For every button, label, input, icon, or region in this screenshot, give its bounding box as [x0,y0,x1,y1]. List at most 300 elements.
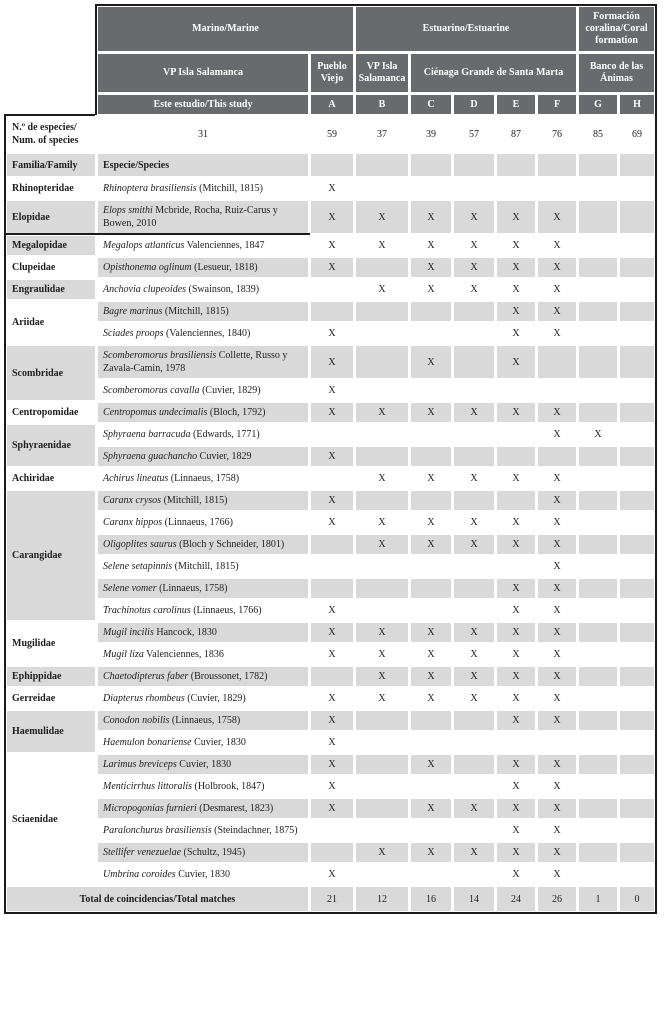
mark-cell-D: X [470,284,478,295]
header-spacer [7,54,95,92]
mark-cell-H [620,403,654,422]
mark-cell-F: X [553,605,561,616]
mark-cell-C [411,865,451,884]
mark-cell-D [454,447,494,466]
mark-cell-F: X [553,328,561,339]
species-row [7,324,654,343]
total-value-F: 26 [538,887,576,911]
species-count-D: 57 [469,128,479,140]
species-row [7,381,654,400]
species-column-header: Especie/Species [98,154,308,176]
header-group-row [7,7,654,51]
mark-cell-D [454,821,494,840]
mark-cell-E: X [512,473,520,484]
species-cell: Diapterus rhombeus (Cuvier, 1829) [103,693,246,704]
family-cell-rhinopteridae: Rhinopteridae [12,183,74,194]
mark-cell-D [454,179,494,198]
species-count-A: 59 [327,128,337,140]
mark-cell-E: X [512,649,520,660]
mark-cell-B [356,777,408,796]
mark-cell-C [411,324,451,343]
mark-cell-D: X [454,843,494,862]
mark-cell-G [579,513,617,532]
mark-cell-D [454,777,494,796]
species-row [7,733,654,752]
mark-cell-H [620,689,654,708]
header-spacer [7,95,95,114]
mark-cell-B: X [378,284,386,295]
mark-cell-A [311,280,353,299]
mark-cell-G [579,381,617,400]
mark-cell-H [620,535,654,554]
mark-cell-G [579,201,617,233]
species-count-label-cell [7,117,95,151]
mark-cell-D [454,579,494,598]
border-step-top [4,114,95,116]
mark-cell-A: X [311,799,353,818]
mark-cell-B [356,346,408,378]
mark-cell-H [620,865,654,884]
mark-cell-E: X [512,517,520,528]
mark-cell-H [620,799,654,818]
species-row [7,469,654,488]
mark-cell-E: X [512,693,520,704]
mark-cell-G [579,258,617,277]
mark-cell-F: X [538,579,576,598]
total-row [7,887,654,911]
species-cell: Mugil incilis Hancock, 1830 [98,623,308,642]
mark-cell-G [579,733,617,752]
species-row [7,201,654,233]
total-value-G: 1 [579,887,617,911]
species-cell: Oligoplites saurus (Bloch y Schneider, 1801) [98,535,308,554]
mark-cell-C: X [427,649,435,660]
column-letter-C: C [411,95,451,114]
mark-cell-G [579,403,617,422]
species-cell: Anchovia clupeoides (Swainson, 1839) [103,284,260,295]
mark-cell-A [311,469,353,488]
mark-cell-G [579,777,617,796]
species-row [7,425,654,444]
species-cell: Rhinoptera brasiliensis (Mitchill, 1815) [103,183,264,194]
mark-cell-H [620,258,654,277]
mark-cell-B [356,755,408,774]
species-cell: Micropogonias furnieri (Desmarest, 1823) [98,799,308,818]
species-row [7,689,654,708]
mark-cell-F [538,447,576,466]
megalopidae-row [7,236,654,255]
mark-cell-B: X [378,473,386,484]
mark-cell-E: X [512,605,520,616]
mark-cell-B: X [356,201,408,233]
mark-cell-H [620,579,654,598]
mark-cell-D: X [454,201,494,233]
mark-cell-C: X [411,403,451,422]
species-row [7,302,654,321]
mark-cell-B [356,733,408,752]
mark-cell-E [497,557,535,576]
mark-cell-A [311,843,353,862]
species-cell: Caranx crysos (Mitchill, 1815) [98,491,308,510]
study-column-header: Este estudio/This study [98,95,308,114]
mark-cell-F: X [553,517,561,528]
total-section [7,887,654,911]
mark-cell-B [356,302,408,321]
species-cell: Scomberomorus brasiliensis Collette, Russo y Zavala-Camin, 1978 [98,346,308,378]
mark-cell-D: X [454,799,494,818]
mark-cell-G [579,865,617,884]
total-value-H: 0 [620,887,654,911]
mark-cell-D: X [454,623,494,642]
mark-cell-H [620,557,654,576]
mark-cell-H [620,843,654,862]
mark-cell-C [411,557,451,576]
mark-cell-B [356,258,408,277]
border-top [95,4,657,6]
species-count-E: 87 [511,128,521,140]
mark-cell-C: X [411,843,451,862]
mark-cell-F: X [538,623,576,642]
species-row [7,179,654,198]
mark-cell-B [356,381,408,400]
mark-cell-A: X [328,328,336,339]
mark-cell-F: X [538,535,576,554]
mark-cell-A [311,821,353,840]
mark-cell-D [454,711,494,730]
mark-cell-E [497,733,535,752]
mark-cell-A [311,557,353,576]
mark-cell-E: X [497,843,535,862]
mark-cell-F: X [553,649,561,660]
species-count-this-study: 31 [198,128,208,140]
mark-cell-B: X [378,693,386,704]
mark-cell-H [620,623,654,642]
column-header-empty-E [497,154,535,176]
location-pueblo-viejo: Pueblo Viejo [311,54,353,92]
mark-cell-D [454,491,494,510]
mark-cell-D [454,302,494,321]
mark-cell-E: X [497,623,535,642]
family-cell-centropomidae: Centropomidae [12,407,79,418]
mark-cell-F: X [538,258,576,277]
mark-cell-E [497,425,535,444]
mark-cell-H [620,667,654,686]
mark-cell-A: X [311,491,353,510]
mark-cell-B: X [356,843,408,862]
total-value-D: 14 [454,887,494,911]
mark-cell-C: X [427,517,435,528]
mark-cell-E: X [497,667,535,686]
species-row [7,491,654,510]
mark-cell-C [411,425,451,444]
mark-cell-G [579,280,617,299]
species-row [7,447,654,466]
mark-cell-H [620,201,654,233]
mark-cell-E: X [497,535,535,554]
mark-cell-A: X [311,258,353,277]
mark-cell-E: X [497,403,535,422]
species-count-row [7,117,654,151]
mark-cell-G: X [594,429,602,440]
mark-cell-C [411,302,451,321]
mark-cell-A: X [328,649,336,660]
mark-cell-E [497,381,535,400]
species-cell: Paralonchurus brasiliensis (Steindachner, 1875) [103,825,298,836]
column-header-row [7,154,654,176]
family-cell-elopidae: Elopidae [7,201,95,233]
mark-cell-B: X [378,649,386,660]
family-cell-engraulidae: Engraulidae [7,280,95,299]
species-rows-section [7,179,654,884]
mark-cell-E: X [512,284,520,295]
mark-cell-G [579,469,617,488]
column-header-empty-A [311,154,353,176]
mark-cell-H [620,821,654,840]
column-header-empty-D [454,154,494,176]
mark-cell-E [497,179,535,198]
species-count-B: 37 [377,128,387,140]
mark-cell-F: X [553,693,561,704]
family-cell-mugilidae: Mugilidae [12,638,56,649]
mark-cell-E: X [497,258,535,277]
species-count-C: 39 [426,128,436,140]
column-letter-E: E [497,95,535,114]
mark-cell-F: X [538,711,576,730]
mark-cell-E: X [497,201,535,233]
species-row [7,843,654,862]
mark-cell-B [356,579,408,598]
mark-cell-F: X [553,284,561,295]
mark-cell-C: X [411,535,451,554]
mark-cell-F: X [538,799,576,818]
mark-cell-C: X [411,201,451,233]
species-cell: Bagre marinus (Mitchill, 1815) [98,302,308,321]
mark-cell-E: X [497,302,535,321]
column-letter-G: G [579,95,617,114]
species-cell: Selene setapinnis (Mitchill, 1815) [103,561,239,572]
species-row [7,865,654,884]
mark-cell-F: X [553,561,561,572]
mark-cell-C: X [427,284,435,295]
mark-cell-D: X [470,473,478,484]
mark-cell-C [411,579,451,598]
family-cell-haemulidae: Haemulidae [7,711,95,752]
mark-cell-G [579,623,617,642]
species-row [7,645,654,664]
mark-cell-F: X [538,403,576,422]
species-cell: Sphyraena barracuda (Edwards, 1771) [103,429,260,440]
species-cell: Menticirrhus littoralis (Holbrook, 1847) [103,781,265,792]
species-occurrence-table [4,4,657,914]
column-letter-B: B [356,95,408,114]
mark-cell-G [579,755,617,774]
mark-cell-C [411,381,451,400]
mark-cell-G [579,557,617,576]
mark-cell-H [620,755,654,774]
mark-cell-G [579,711,617,730]
mark-cell-G [579,667,617,686]
column-header-empty-B [356,154,408,176]
family-cell-ephippidae: Ephippidae [7,667,95,686]
species-cell: Conodon nobilis (Linnaeus, 1758) [98,711,308,730]
mark-cell-F: X [538,755,576,774]
mark-cell-E: X [497,346,535,378]
mark-cell-F [538,346,576,378]
mark-cell-G [579,645,617,664]
mark-cell-D: X [470,693,478,704]
mark-cell-E: X [497,799,535,818]
mark-cell-A: X [328,781,336,792]
mark-cell-F: X [553,240,561,251]
family-cell-sphyraenidae: Sphyraenidae [7,425,95,466]
mark-cell-A [311,425,353,444]
mark-cell-E: X [497,711,535,730]
header-letter-row [7,95,654,114]
mark-cell-B [356,324,408,343]
species-row [7,403,654,422]
location-vp-isla-salamanca-estuarine: VP Isla Salamanca [356,54,408,92]
column-letter-A: A [311,95,353,114]
mark-cell-H [620,236,654,255]
mark-cell-H [620,381,654,400]
mark-cell-B [356,601,408,620]
mark-cell-D: X [454,403,494,422]
column-letter-H: H [620,95,654,114]
species-row [7,513,654,532]
mark-cell-E: X [497,579,535,598]
mark-cell-F [538,179,576,198]
column-letter-F: F [538,95,576,114]
mark-cell-C: X [411,755,451,774]
mark-cell-G [579,236,617,255]
mark-cell-A: X [311,403,353,422]
mark-cell-G [579,821,617,840]
mark-cell-A: X [328,737,336,748]
mark-cell-F: X [553,429,561,440]
species-count-label-line2: Num. of species [12,135,79,146]
species-cell: Haemulon bonariense Cuvier, 1830 [103,737,246,748]
header-location-row [7,54,654,92]
species-row [7,557,654,576]
species-count-label-line1: N.º de especies/ [12,122,77,133]
mark-cell-A: X [328,517,336,528]
total-value-C: 16 [411,887,451,911]
mark-cell-G [579,535,617,554]
mark-cell-H [620,280,654,299]
species-cell: Trachinotus carolinus (Linnaeus, 1766) [103,605,262,616]
mark-cell-B: X [356,535,408,554]
mark-cell-C: X [411,346,451,378]
mark-cell-H [620,447,654,466]
family-cell-sciaenidae: Sciaenidae [12,814,58,825]
mark-cell-C [411,179,451,198]
header-group-coral: Formación coralina/Coral formation [579,7,654,51]
mark-cell-C: X [427,473,435,484]
total-value-B: 12 [356,887,408,911]
location-cienaga-grande: Ciénaga Grande de Santa Marta [411,54,576,92]
header-group-estuarine: Estuarino/Estuarine [356,7,576,51]
mark-cell-D [454,601,494,620]
mark-cell-C [411,777,451,796]
mark-cell-F: X [553,473,561,484]
mark-cell-F: X [538,667,576,686]
mark-cell-B [356,447,408,466]
species-cell: Mugil liza Valenciennes, 1836 [103,649,224,660]
total-row-label-cell: Total de coincidencias/Total matches [7,887,308,911]
species-count-G: 85 [593,128,603,140]
header-group-marine: Marino/Marine [98,7,353,51]
mark-cell-B [356,711,408,730]
mark-cell-G [579,843,617,862]
mark-cell-G [579,601,617,620]
species-cell: Stellifer venezuelae (Schultz, 1945) [98,843,308,862]
mark-cell-H [620,601,654,620]
mark-cell-A: X [311,201,353,233]
mark-cell-E [497,491,535,510]
species-row [7,535,654,554]
mark-cell-A [311,535,353,554]
total-value-E: 24 [497,887,535,911]
species-row [7,623,654,642]
species-row [7,799,654,818]
mark-cell-E: X [497,755,535,774]
mark-cell-H [620,302,654,321]
mark-cell-A [311,302,353,321]
species-row [7,258,654,277]
mark-cell-C [411,821,451,840]
mark-cell-C: X [427,240,435,251]
family-column-header: Familia/Family [7,154,95,176]
mark-cell-H [620,425,654,444]
mark-cell-H [620,324,654,343]
species-cell: Centropomus undecimalis (Bloch, 1792) [98,403,308,422]
mark-cell-E [497,447,535,466]
species-cell: Umbrina coroides Cuvier, 1830 [103,869,231,880]
species-row [7,280,654,299]
mark-cell-H [620,491,654,510]
mark-cell-G [579,346,617,378]
mark-cell-D [454,324,494,343]
mark-cell-B: X [356,623,408,642]
mark-cell-A: X [311,623,353,642]
mark-cell-B: X [378,517,386,528]
mark-cell-F [538,381,576,400]
mark-cell-G [579,447,617,466]
mark-cell-D [454,557,494,576]
mark-cell-B [356,491,408,510]
mark-cell-H [620,777,654,796]
mark-cell-C: X [411,623,451,642]
mark-cell-E: X [512,240,520,251]
species-cell: Achirus lineatus (Linnaeus, 1758) [103,473,240,484]
species-row [7,346,654,378]
mark-cell-G [579,302,617,321]
header-spacer [7,7,95,51]
mark-cell-G [579,179,617,198]
mark-cell-A: X [328,605,336,616]
column-header-empty-H [620,154,654,176]
species-row [7,579,654,598]
mark-cell-D [454,346,494,378]
mark-cell-A [311,579,353,598]
mark-cell-G [579,799,617,818]
location-banco-animas: Banco de las Ánimas [579,54,654,92]
mark-cell-E: X [512,869,520,880]
species-cell: Caranx hippos (Linnaeus, 1766) [103,517,233,528]
species-row [7,755,654,774]
mark-cell-B [356,179,408,198]
mark-cell-C [411,447,451,466]
